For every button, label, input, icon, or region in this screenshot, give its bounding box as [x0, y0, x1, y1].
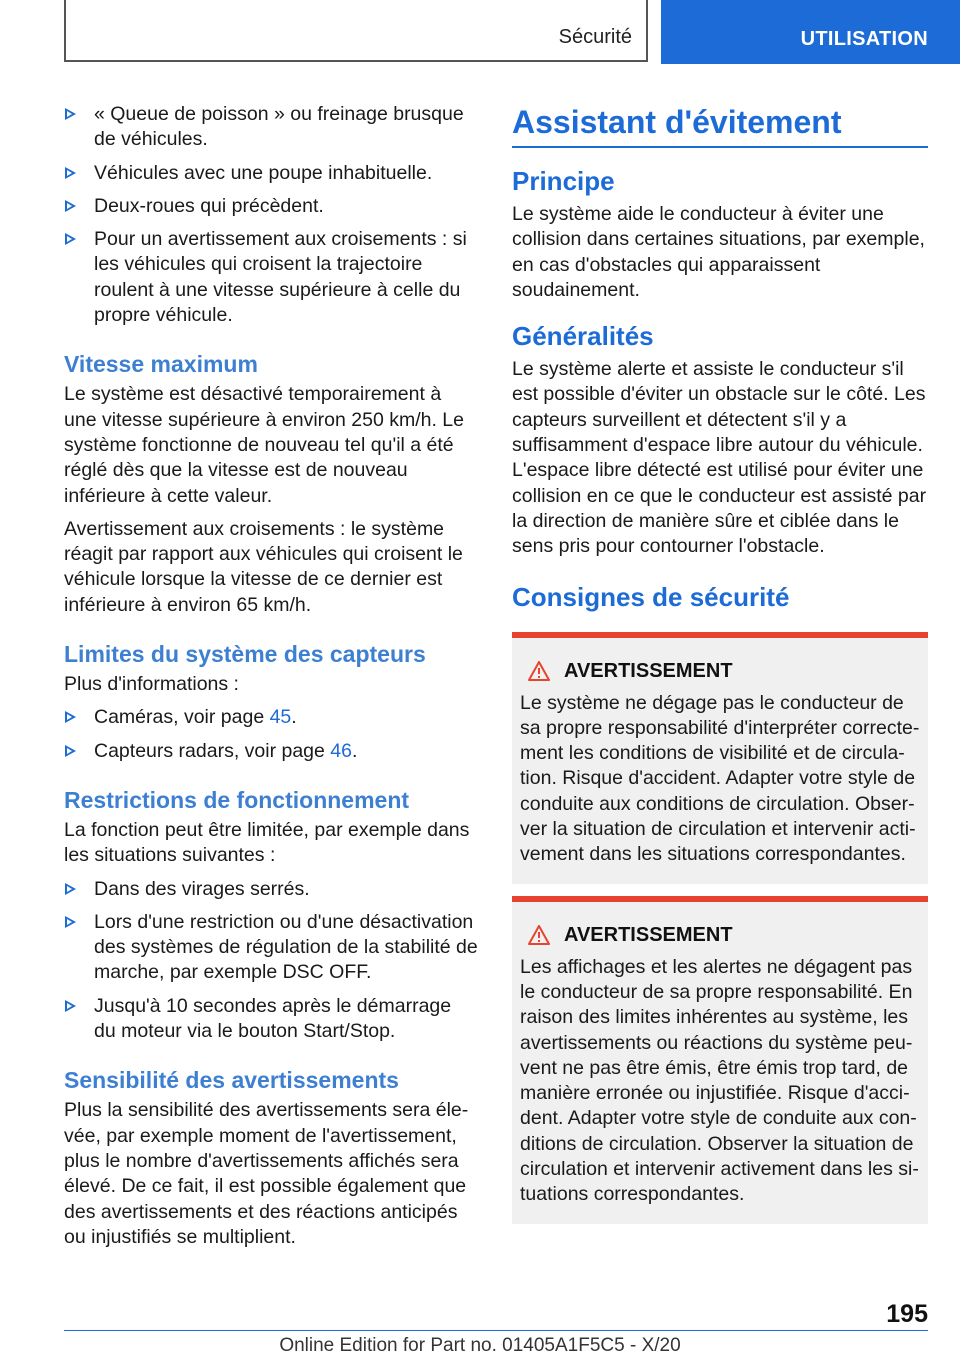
page-link-45[interactable]: 45	[269, 706, 292, 729]
warning-header	[520, 924, 920, 947]
triangle-bullet-icon	[65, 883, 76, 895]
footer-edition: Online Edition for Part no. 01405A1F5C5 - X/20	[279, 1335, 681, 1356]
list-item: Jusqu'à 10 secondes après le démarrage du moteur via le bouton Start/Stop.	[64, 994, 478, 1045]
warning-label: AVERTISSEMENT	[564, 659, 733, 682]
right-column	[512, 102, 928, 1224]
restrictions-heading: Restrictions de fonctionnement	[64, 786, 410, 813]
triangle-bullet-icon	[65, 745, 76, 757]
limits-intro: Plus d'informations :	[64, 673, 239, 696]
warning-text: Le système ne dégage pas le conducteur de sa propre responsabilité d'interpréter correctement les conditions de visibilité et de circulation. Risque d'accident. Adapter votre style de conduite aux conditions de circulation. Observer la situation de circulation et intervenir activement dans les situations correspondantes.	[520, 691, 920, 866]
sensitivity-paragraph: Plus la sensibilité des avertissements sera élevée, par exemple moment de l'avertissement, plus le nombre d'avertissements affichés sera élevé. De ce fait, il est possible également que des avertissements et des réactions anticipés ou injustifiés se multiplient.	[64, 1099, 469, 1248]
list-item: Pour un avertissement aux croisements : si les véhicules qui croisent la trajectoire roulent à une vitesse supérieure à celle du propre véhicule.	[64, 227, 478, 328]
list-item: Capteurs radars, voir page 46.	[64, 739, 478, 764]
page-link-46[interactable]: 46	[330, 739, 352, 762]
header-frame	[64, 0, 648, 62]
warning-box	[512, 632, 928, 884]
warning-triangle-icon	[528, 661, 550, 681]
warning-header	[520, 660, 920, 683]
restrictions-list	[64, 877, 478, 1045]
restrictions-intro: La fonction peut être limitée, par exemple dans les situations suivantes :	[64, 818, 470, 867]
warning-box	[512, 896, 928, 1224]
triangle-bullet-icon	[65, 233, 76, 245]
sensitivity-heading: Sensibilité des avertissements	[64, 1067, 399, 1094]
list-item: Dans des virages serrés.	[64, 877, 478, 902]
footer-divider	[64, 1330, 928, 1331]
general-paragraph: Le système alerte et assiste le conducteur s'il est possible d'éviter un obstacle sur le côté. Les capteurs surveillent et détectent s'il y a suffisamment d'espace libre autour du véhicule. L'espace libre détecté est utilisé pour éviter une collision en ce que le conducteur est assisté par la direction de manière sûre et ciblée dans le sens pris pour contourner l'obstacle.	[512, 358, 927, 558]
triangle-bullet-icon	[65, 167, 76, 179]
warning-triangle-icon	[528, 925, 550, 945]
page-title: Assistant d'évitement	[512, 102, 928, 148]
speed-paragraph-2: Avertissement aux croisements : le système réagit par rapport aux véhicules qui croisent le véhicule lorsque la vitesse de ce dernier est inférieure à environ 65 km/h.	[64, 517, 463, 616]
triangle-bullet-icon	[65, 200, 76, 212]
header-tab-label: UTILISATION	[800, 28, 928, 50]
principle-paragraph: Le système aide le conducteur à éviter une collision dans certaines situations, par exemple, en cas d'obstacles qui apparaissent soudainement.	[512, 203, 925, 301]
triangle-bullet-icon	[65, 916, 76, 928]
triangle-bullet-icon	[65, 711, 76, 723]
list-item: Deux-roues qui précèdent.	[64, 194, 478, 219]
list-item: Lors d'une restriction ou d'une désactivation des systèmes de régulation de la stabilité de marche, par exemple DSC OFF.	[64, 910, 478, 986]
page-number: 195	[886, 1300, 928, 1328]
triangle-bullet-icon	[65, 1000, 76, 1012]
intro-bullet-list	[64, 102, 478, 328]
safety-heading: Consignes de sécurité	[512, 581, 790, 612]
left-column	[64, 102, 478, 1258]
speed-paragraph-1: Le système est désactivé temporairement à une vitesse supérieure à environ 250 km/h. Le système fonctionne de nouveau tel qu'il a été réglé dès que la vitesse est de nouveau inférieure à cette valeur.	[64, 383, 464, 507]
general-heading: Généralités	[512, 321, 654, 352]
principle-heading: Principe	[512, 166, 615, 196]
list-item: Véhicules avec une poupe inhabituelle.	[64, 161, 478, 186]
warning-label: AVERTISSEMENT	[564, 923, 733, 946]
limits-heading: Limites du système des capteurs	[64, 641, 426, 668]
list-item: Caméras, voir page 45.	[64, 705, 478, 730]
list-item: « Queue de poisson » ou freinage brusque de véhicules.	[64, 102, 478, 153]
header-tab[interactable]	[661, 0, 960, 64]
header-section-title: Sécurité	[558, 26, 632, 48]
triangle-bullet-icon	[65, 108, 76, 120]
limits-list	[64, 705, 478, 764]
speed-heading: Vitesse maximum	[64, 351, 258, 378]
warning-text: Les affichages et les alertes ne dégagent pas le conducteur de sa propre responsabilité. En raison des limites inhérentes au système, les avertissements ou réactions du système peuvent ne pas être émis, être émis trop tard, de manière erronée ou injustifiée. Risque d'accident. Adapter votre style de conduite aux conditions de circulation. Observer la situation de circulation et intervenir activement dans les situations correspondantes.	[520, 955, 919, 1206]
